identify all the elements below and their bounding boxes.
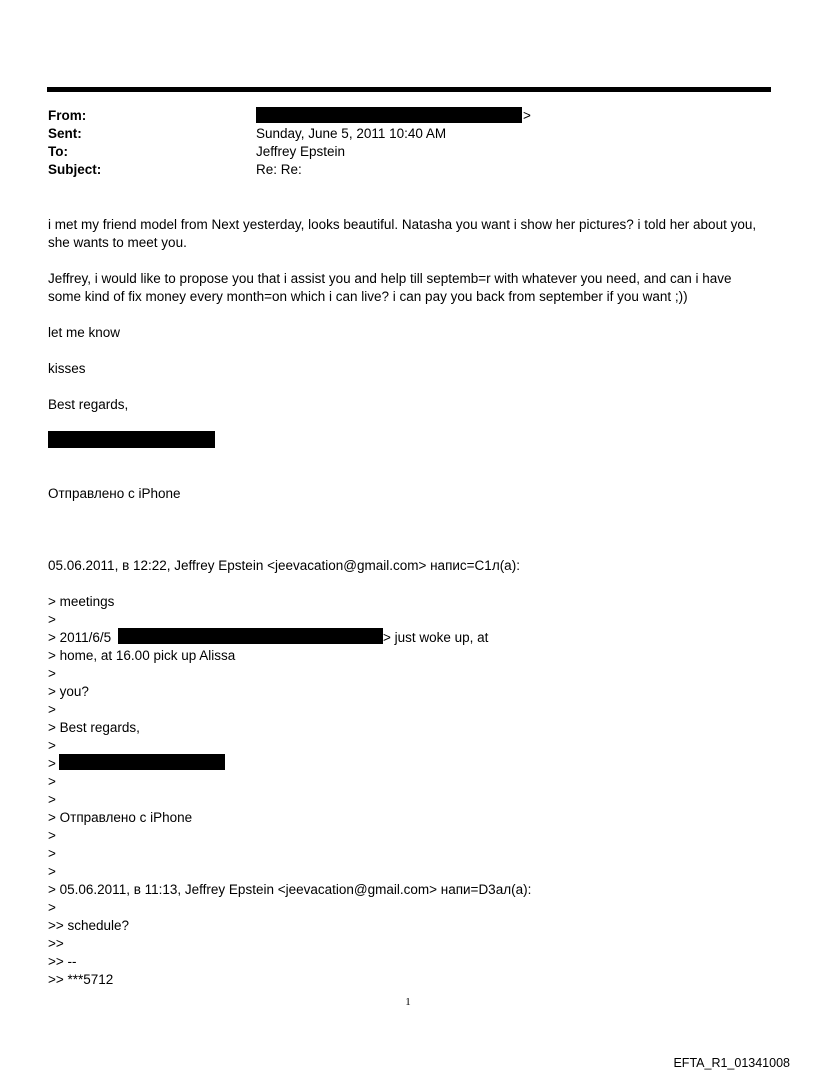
header-rule [47, 87, 771, 92]
quoted-line: > meetings [48, 594, 115, 609]
subject-value: Re: Re: [256, 162, 302, 177]
quoted-line: >> -- [48, 954, 77, 969]
body-para1-line1: i met my friend model from Next yesterday, looks beautiful. Natasha you want i show her pictures? i told her about you, [48, 217, 757, 232]
body-para2-line2: some kind of fix money every month=on which i can live? i can pay you back from september if you want ;)) [48, 289, 688, 304]
quoted-line: > [48, 612, 56, 627]
document-id: EFTA_R1_01341008 [673, 1056, 790, 1070]
quoted-line: > 05.06.2011, в 11:13, Jeffrey Epstein <jeevacation@gmail.com> напи=D3ал(а): [48, 882, 532, 897]
quoted-line: > [48, 792, 56, 807]
quoted-line: >> ***5712 [48, 972, 114, 987]
body-kisses: kisses [48, 361, 86, 376]
quoted-line: >> [48, 936, 64, 951]
quoted-line: > [48, 756, 56, 771]
quoted-intro: 05.06.2011, в 12:22, Jeffrey Epstein <jeevacation@gmail.com> напис=C1л(а): [48, 558, 520, 573]
redacted-from [256, 107, 522, 123]
redacted-quoted-signature [59, 754, 225, 770]
quoted-date-suffix: > just woke up, at [383, 630, 489, 645]
quoted-line: >> schedule? [48, 918, 130, 933]
body-para2-line1: Jeffrey, i would like to propose you that i assist you and help till septemb=r with whatever you need, and can i have [48, 271, 732, 286]
body-let-me-know: let me know [48, 325, 121, 340]
quoted-line: > [48, 702, 56, 717]
quoted-line: > [48, 864, 56, 879]
page-number: 1 [405, 996, 411, 1008]
quoted-line: > home, at 16.00 pick up Alissa [48, 648, 236, 663]
from-value-suffix: > [523, 108, 531, 123]
quoted-line: > [48, 738, 56, 753]
email-header [48, 107, 748, 187]
subject-label: Subject: [48, 162, 102, 177]
quoted-line: > Best regards, [48, 720, 140, 735]
quoted-line: > [48, 900, 56, 915]
sent-value: Sunday, June 5, 2011 10:40 AM [256, 126, 447, 141]
quoted-line: > [48, 774, 56, 789]
sent-label: Sent: [48, 126, 82, 141]
to-value: Jeffrey Epstein [256, 144, 346, 159]
redacted-signature [48, 431, 215, 448]
quoted-line: > you? [48, 684, 89, 699]
to-label: To: [48, 144, 68, 159]
quoted-date-prefix: > 2011/6/5 [48, 630, 112, 645]
quoted-line: > Отправлено с iPhone [48, 810, 193, 825]
redacted-sender [118, 628, 383, 644]
body-best-regards: Best regards, [48, 397, 129, 412]
quoted-line: > [48, 666, 56, 681]
body-sent-from: Отправлено с iPhone [48, 486, 181, 501]
from-label: From: [48, 108, 87, 123]
quoted-line: > [48, 846, 56, 861]
quoted-line: > [48, 828, 56, 843]
body-para1-line2: she wants to meet you. [48, 235, 187, 250]
